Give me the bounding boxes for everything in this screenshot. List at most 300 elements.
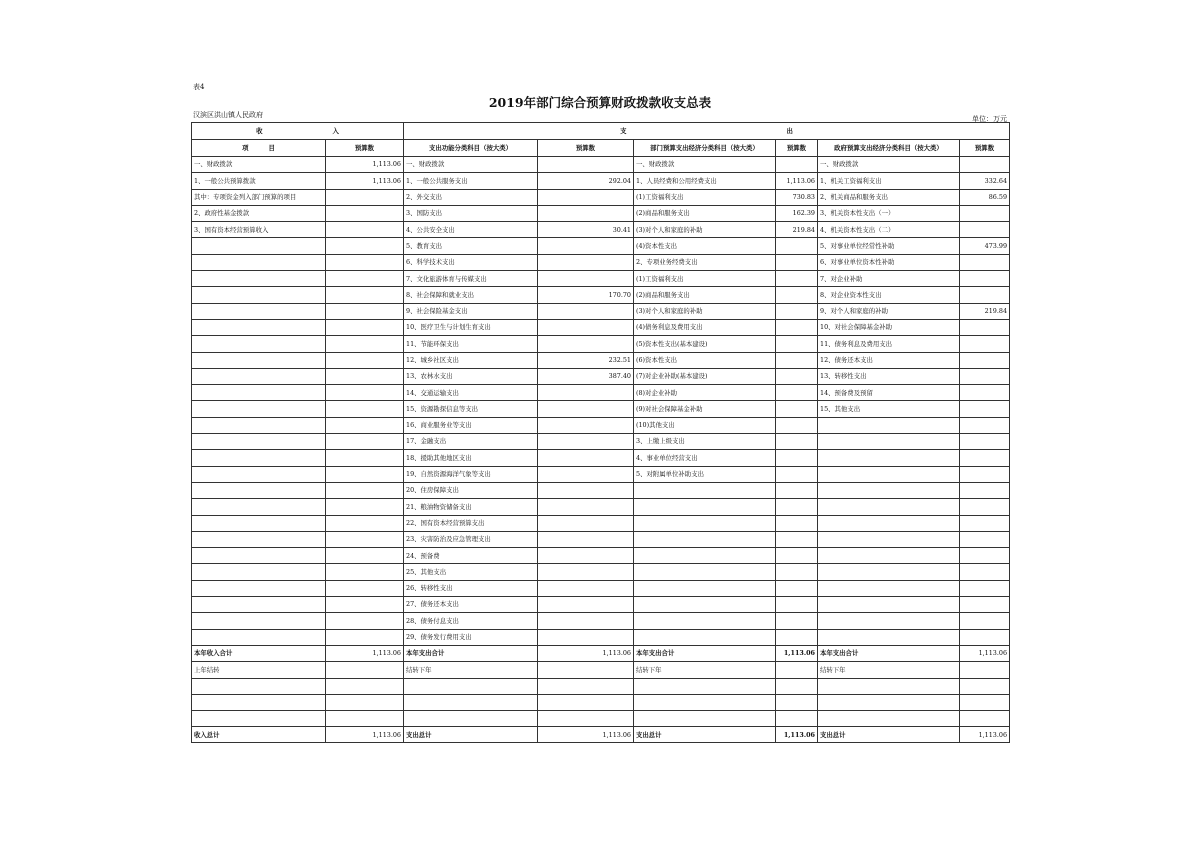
dept-budget-cell	[776, 597, 818, 613]
gov-item-cell: 12、债务还本支出	[818, 352, 960, 368]
func-item-cell: 26、转移性支出	[404, 580, 538, 596]
blank-cell	[960, 678, 1010, 694]
dept-budget-cell	[776, 482, 818, 498]
func-item-cell: 3、国防支出	[404, 205, 538, 221]
income-item-cell	[192, 271, 326, 287]
dept-budget-cell: 1,113.06	[776, 173, 818, 189]
func-item-cell: 20、住房保障支出	[404, 482, 538, 498]
func-budget-cell	[538, 417, 634, 433]
gov-item-cell	[818, 629, 960, 645]
dept-item-cell	[634, 629, 776, 645]
table-row	[192, 548, 1010, 564]
func-item-cell: 16、商业服务业等支出	[404, 417, 538, 433]
gov-item-cell: 4、机关资本性支出（二）	[818, 222, 960, 238]
dept-item-cell	[634, 515, 776, 531]
carry-in-label: 上年结转	[192, 662, 326, 678]
dept-item-cell: (4)资本性支出	[634, 238, 776, 254]
income-budget-cell	[326, 613, 404, 629]
func-budget-cell	[538, 336, 634, 352]
income-item-cell	[192, 238, 326, 254]
blank-cell	[776, 678, 818, 694]
blank-cell	[192, 694, 326, 710]
func-budget-cell	[538, 434, 634, 450]
dept-budget-cell	[776, 548, 818, 564]
gov-item-cell	[818, 482, 960, 498]
gov-item-cell: 一、财政拨款	[818, 157, 960, 173]
dept-budget-cell	[776, 271, 818, 287]
income-item-cell	[192, 499, 326, 515]
dept-item-cell: (8)对企业补助	[634, 385, 776, 401]
func-budget-cell	[538, 531, 634, 547]
col-header-gov-budget: 预算数	[960, 140, 1010, 157]
income-grand-total-label: 收入总计	[192, 727, 326, 743]
income-budget-cell	[326, 564, 404, 580]
func-budget-cell	[538, 401, 634, 417]
expense-grand-total-func: 1,113.06	[538, 727, 634, 743]
dept-item-cell	[634, 548, 776, 564]
blank-cell	[818, 711, 960, 727]
income-budget-cell	[326, 629, 404, 645]
gov-item-cell: 5、对事业单位经常性补助	[818, 238, 960, 254]
func-item-cell: 22、国有资本经营预算支出	[404, 515, 538, 531]
gov-budget-cell	[960, 222, 1010, 238]
gov-budget-cell	[960, 271, 1010, 287]
dept-budget-cell	[776, 238, 818, 254]
income-item-cell	[192, 515, 326, 531]
col-header-dept-budget: 预算数	[776, 140, 818, 157]
gov-budget-cell: 219.84	[960, 303, 1010, 319]
blank-cell	[192, 678, 326, 694]
table-row	[192, 401, 1010, 417]
income-budget-cell	[326, 597, 404, 613]
func-budget-cell: 30.41	[538, 222, 634, 238]
dept-item-cell: (1)工资福利支出	[634, 271, 776, 287]
income-item-cell	[192, 368, 326, 384]
func-item-cell: 9、社会保险基金支出	[404, 303, 538, 319]
income-budget-cell	[326, 222, 404, 238]
dept-item-cell	[634, 564, 776, 580]
table-row	[192, 466, 1010, 482]
organization-name: 汉滨区洪山镇人民政府	[193, 111, 263, 119]
header-row-sections	[192, 123, 1010, 140]
carry-out-value-func	[538, 662, 634, 678]
blank-cell	[326, 678, 404, 694]
dept-item-cell: (9)对社会保障基金补助	[634, 401, 776, 417]
blank-cell	[818, 694, 960, 710]
dept-item-cell: (4)债务利息及费用支出	[634, 319, 776, 335]
page-title: 2019年部门综合预算财政拨款收支总表	[488, 95, 712, 110]
year-expense-total-label-dept: 本年支出合计	[634, 645, 776, 661]
dept-item-cell	[634, 597, 776, 613]
table-row	[192, 385, 1010, 401]
gov-budget-cell	[960, 482, 1010, 498]
income-budget-cell	[326, 499, 404, 515]
expense-header-char-1: 支	[620, 126, 627, 135]
dept-item-cell	[634, 531, 776, 547]
col-header-item	[192, 140, 326, 157]
blank-row	[192, 711, 1010, 727]
table-row	[192, 352, 1010, 368]
gov-budget-cell	[960, 319, 1010, 335]
year-expense-total-label-gov: 本年支出合计	[818, 645, 960, 661]
func-budget-cell: 170.70	[538, 287, 634, 303]
func-budget-cell: 387.40	[538, 368, 634, 384]
gov-item-cell: 8、对企业资本性支出	[818, 287, 960, 303]
gov-budget-cell	[960, 629, 1010, 645]
dept-item-cell: (1)工资福利支出	[634, 189, 776, 205]
income-item-cell: 其中：专项资金列入部门预算的项目	[192, 189, 326, 205]
dept-item-cell: (2)商品和服务支出	[634, 205, 776, 221]
gov-item-cell: 3、机关资本性支出（一）	[818, 205, 960, 221]
table-row	[192, 222, 1010, 238]
dept-budget-cell	[776, 287, 818, 303]
blank-cell	[538, 678, 634, 694]
gov-budget-cell	[960, 597, 1010, 613]
income-budget-cell	[326, 531, 404, 547]
income-budget-cell	[326, 548, 404, 564]
blank-cell	[634, 694, 776, 710]
gov-budget-cell	[960, 531, 1010, 547]
func-item-cell: 11、节能环保支出	[404, 336, 538, 352]
income-item-cell	[192, 401, 326, 417]
blank-cell	[326, 711, 404, 727]
expense-grand-total-label-dept: 支出总计	[634, 727, 776, 743]
income-budget-cell	[326, 352, 404, 368]
blank-row	[192, 694, 1010, 710]
dept-item-cell: (3)对个人和家庭的补助	[634, 303, 776, 319]
income-item-cell	[192, 531, 326, 547]
income-budget-cell	[326, 580, 404, 596]
dept-item-cell: 4、事业单位经营支出	[634, 450, 776, 466]
func-item-cell: 29、债务发行费用支出	[404, 629, 538, 645]
func-budget-cell	[538, 548, 634, 564]
blank-cell	[960, 694, 1010, 710]
table-row	[192, 271, 1010, 287]
table-row	[192, 189, 1010, 205]
dept-item-cell: 2、专项业务经费支出	[634, 254, 776, 270]
income-budget-cell	[326, 450, 404, 466]
table-row	[192, 173, 1010, 189]
gov-item-cell	[818, 564, 960, 580]
income-grand-total-value: 1,113.06	[326, 727, 404, 743]
func-budget-cell	[538, 303, 634, 319]
dept-budget-cell	[776, 254, 818, 270]
gov-budget-cell: 473.99	[960, 238, 1010, 254]
func-item-cell: 17、金融支出	[404, 434, 538, 450]
blank-cell	[538, 711, 634, 727]
gov-budget-cell	[960, 157, 1010, 173]
func-budget-cell	[538, 580, 634, 596]
dept-budget-cell	[776, 531, 818, 547]
gov-item-cell: 1、机关工资福利支出	[818, 173, 960, 189]
income-item-cell: 2、政府性基金拨款	[192, 205, 326, 221]
gov-budget-cell	[960, 515, 1010, 531]
dept-item-cell: 1、人员经费和公用经费支出	[634, 173, 776, 189]
dept-item-cell: 一、财政拨款	[634, 157, 776, 173]
gov-budget-cell	[960, 564, 1010, 580]
income-item-cell	[192, 466, 326, 482]
table-row	[192, 434, 1010, 450]
budget-table	[191, 122, 1010, 743]
gov-budget-cell	[960, 613, 1010, 629]
income-item-cell	[192, 613, 326, 629]
gov-item-cell: 9、对个人和家庭的补助	[818, 303, 960, 319]
income-budget-cell	[326, 205, 404, 221]
func-budget-cell	[538, 254, 634, 270]
table-row	[192, 450, 1010, 466]
table-row	[192, 629, 1010, 645]
dept-item-cell	[634, 482, 776, 498]
carry-out-label-dept: 结转下年	[634, 662, 776, 678]
income-header-char-1: 收	[256, 126, 263, 135]
func-item-cell: 13、农林水支出	[404, 368, 538, 384]
gov-budget-cell	[960, 450, 1010, 466]
grand-total-row	[192, 727, 1010, 743]
gov-item-cell	[818, 466, 960, 482]
dept-budget-cell: 219.84	[776, 222, 818, 238]
dept-budget-cell	[776, 629, 818, 645]
dept-budget-cell	[776, 336, 818, 352]
dept-item-cell	[634, 613, 776, 629]
blank-cell	[818, 678, 960, 694]
carry-out-value-dept	[776, 662, 818, 678]
income-item-cell	[192, 597, 326, 613]
income-budget-cell	[326, 319, 404, 335]
gov-budget-cell	[960, 205, 1010, 221]
expense-section-header	[404, 123, 1010, 140]
gov-item-cell	[818, 580, 960, 596]
table-row	[192, 287, 1010, 303]
gov-budget-cell	[960, 336, 1010, 352]
func-item-cell: 21、粮油物资储备支出	[404, 499, 538, 515]
income-budget-cell	[326, 238, 404, 254]
income-item-cell: 一、财政拨款	[192, 157, 326, 173]
dept-item-cell: (3)对个人和家庭的补助	[634, 222, 776, 238]
income-item-cell	[192, 434, 326, 450]
dept-item-cell	[634, 499, 776, 515]
year-expense-total-gov: 1,113.06	[960, 645, 1010, 661]
carry-out-value-gov	[960, 662, 1010, 678]
func-item-cell: 23、灾害防治及应急管理支出	[404, 531, 538, 547]
dept-budget-cell	[776, 319, 818, 335]
col-header-gov-class: 政府预算支出经济分类科目（按大类）	[818, 140, 960, 157]
table-row	[192, 368, 1010, 384]
income-item-cell	[192, 254, 326, 270]
func-item-cell: 4、公共安全支出	[404, 222, 538, 238]
income-item-cell: 3、国有资本经营预算收入	[192, 222, 326, 238]
table-row	[192, 254, 1010, 270]
func-budget-cell	[538, 613, 634, 629]
gov-item-cell	[818, 515, 960, 531]
dept-budget-cell	[776, 499, 818, 515]
year-income-total-value: 1,113.06	[326, 645, 404, 661]
gov-budget-cell	[960, 580, 1010, 596]
dept-budget-cell	[776, 368, 818, 384]
func-item-cell: 28、债务付息支出	[404, 613, 538, 629]
gov-budget-cell: 332.64	[960, 173, 1010, 189]
carry-out-label-func: 结转下年	[404, 662, 538, 678]
dept-budget-cell	[776, 157, 818, 173]
dept-item-cell: (2)商品和服务支出	[634, 287, 776, 303]
func-budget-cell	[538, 499, 634, 515]
income-item-cell	[192, 336, 326, 352]
blank-cell	[776, 711, 818, 727]
dept-budget-cell: 730.83	[776, 189, 818, 205]
year-expense-total-func: 1,113.06	[538, 645, 634, 661]
expense-grand-total-label-gov: 支出总计	[818, 727, 960, 743]
gov-budget-cell	[960, 417, 1010, 433]
income-item-cell	[192, 287, 326, 303]
income-budget-cell	[326, 417, 404, 433]
func-item-cell: 24、预备费	[404, 548, 538, 564]
gov-item-cell	[818, 597, 960, 613]
dept-budget-cell	[776, 352, 818, 368]
table-row	[192, 499, 1010, 515]
gov-item-cell	[818, 531, 960, 547]
dept-item-cell: (10)其他支出	[634, 417, 776, 433]
func-budget-cell	[538, 271, 634, 287]
blank-cell	[404, 694, 538, 710]
gov-budget-cell	[960, 466, 1010, 482]
gov-budget-cell	[960, 254, 1010, 270]
gov-item-cell: 13、转移性支出	[818, 368, 960, 384]
blank-cell	[634, 678, 776, 694]
income-item-cell	[192, 564, 326, 580]
table-row	[192, 205, 1010, 221]
blank-cell	[960, 711, 1010, 727]
gov-item-cell	[818, 450, 960, 466]
gov-budget-cell	[960, 352, 1010, 368]
col-header-item-char-2: 目	[268, 143, 275, 152]
gov-item-cell: 2、机关商品和服务支出	[818, 189, 960, 205]
table-row	[192, 157, 1010, 173]
blank-cell	[326, 694, 404, 710]
table-row	[192, 303, 1010, 319]
header-row-columns	[192, 140, 1010, 157]
func-budget-cell	[538, 205, 634, 221]
func-item-cell: 10、医疗卫生与计划生育支出	[404, 319, 538, 335]
blank-cell	[538, 694, 634, 710]
income-budget-cell	[326, 434, 404, 450]
income-budget-cell	[326, 287, 404, 303]
func-item-cell: 15、资源勘探信息等支出	[404, 401, 538, 417]
income-item-cell	[192, 548, 326, 564]
carry-over-row	[192, 662, 1010, 678]
func-item-cell: 一、财政拨款	[404, 157, 538, 173]
dept-item-cell: (6)资本性支出	[634, 352, 776, 368]
func-budget-cell	[538, 238, 634, 254]
dept-budget-cell	[776, 564, 818, 580]
income-item-cell	[192, 629, 326, 645]
income-budget-cell	[326, 368, 404, 384]
income-budget-cell	[326, 385, 404, 401]
blank-cell	[776, 694, 818, 710]
gov-budget-cell	[960, 548, 1010, 564]
dept-budget-cell	[776, 515, 818, 531]
gov-budget-cell	[960, 401, 1010, 417]
year-total-row	[192, 645, 1010, 661]
dept-budget-cell	[776, 401, 818, 417]
gov-budget-cell	[960, 385, 1010, 401]
func-item-cell: 27、债务还本支出	[404, 597, 538, 613]
income-budget-cell	[326, 303, 404, 319]
func-item-cell: 6、科学技术支出	[404, 254, 538, 270]
col-header-dept-class: 部门预算支出经济分类科目（按大类）	[634, 140, 776, 157]
dept-budget-cell	[776, 417, 818, 433]
income-item-cell: 1、一般公共预算拨款	[192, 173, 326, 189]
income-item-cell	[192, 417, 326, 433]
blank-row	[192, 678, 1010, 694]
func-budget-cell	[538, 629, 634, 645]
func-budget-cell	[538, 450, 634, 466]
table-row	[192, 515, 1010, 531]
gov-item-cell: 15、其他支出	[818, 401, 960, 417]
table-row	[192, 580, 1010, 596]
table-row	[192, 597, 1010, 613]
table-row	[192, 336, 1010, 352]
dept-budget-cell	[776, 466, 818, 482]
func-budget-cell	[538, 385, 634, 401]
income-header-char-2: 入	[332, 126, 339, 135]
gov-item-cell	[818, 548, 960, 564]
gov-budget-cell: 86.59	[960, 189, 1010, 205]
dept-budget-cell	[776, 613, 818, 629]
gov-budget-cell	[960, 434, 1010, 450]
dept-budget-cell	[776, 385, 818, 401]
expense-grand-total-label-func: 支出总计	[404, 727, 538, 743]
gov-item-cell: 14、预备费及预留	[818, 385, 960, 401]
income-budget-cell: 1,113.06	[326, 173, 404, 189]
func-budget-cell	[538, 189, 634, 205]
col-header-func-class: 支出功能分类科目（按大类）	[404, 140, 538, 157]
gov-item-cell: 7、对企业补助	[818, 271, 960, 287]
dept-budget-cell	[776, 434, 818, 450]
gov-budget-cell	[960, 499, 1010, 515]
func-budget-cell	[538, 515, 634, 531]
income-section-header	[192, 123, 404, 140]
unit-label: 单位：万元	[972, 115, 1007, 123]
func-item-cell: 25、其他支出	[404, 564, 538, 580]
func-budget-cell	[538, 157, 634, 173]
dept-budget-cell: 162.39	[776, 205, 818, 221]
income-item-cell	[192, 482, 326, 498]
func-budget-cell: 232.51	[538, 352, 634, 368]
dept-budget-cell	[776, 580, 818, 596]
income-budget-cell	[326, 254, 404, 270]
func-budget-cell	[538, 319, 634, 335]
func-budget-cell	[538, 597, 634, 613]
dept-item-cell: (7)对企业补助(基本建设)	[634, 368, 776, 384]
year-income-total-label: 本年收入合计	[192, 645, 326, 661]
carry-out-label-gov: 结转下年	[818, 662, 960, 678]
dept-item-cell: 3、上缴上级支出	[634, 434, 776, 450]
gov-item-cell: 10、对社会保障基金补助	[818, 319, 960, 335]
func-item-cell: 1、一般公共服务支出	[404, 173, 538, 189]
blank-cell	[192, 711, 326, 727]
table-number: 表4	[193, 83, 205, 91]
dept-budget-cell	[776, 303, 818, 319]
income-item-cell	[192, 352, 326, 368]
income-budget-cell	[326, 189, 404, 205]
table-row	[192, 482, 1010, 498]
func-budget-cell	[538, 466, 634, 482]
income-item-cell	[192, 580, 326, 596]
gov-item-cell	[818, 434, 960, 450]
table-row	[192, 564, 1010, 580]
dept-item-cell: (5)资本性支出(基本建设)	[634, 336, 776, 352]
gov-budget-cell	[960, 287, 1010, 303]
table-row	[192, 613, 1010, 629]
